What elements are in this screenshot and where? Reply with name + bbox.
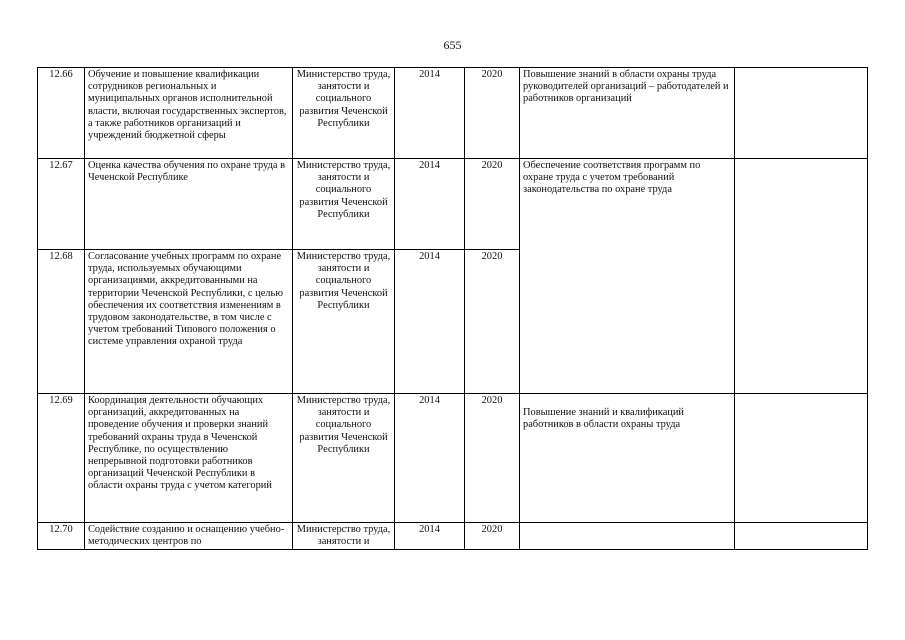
note-cell <box>735 394 868 523</box>
start-year: 2014 <box>395 250 465 394</box>
executor-cell: Министерство труда, занятости и социального развития Чеченской Республики <box>293 250 395 394</box>
page-number: 655 <box>443 38 462 52</box>
executor-cell: Министерство труда, занятости и <box>293 523 395 550</box>
plan-table <box>37 67 868 550</box>
start-year: 2014 <box>395 159 465 250</box>
measure-title: Обучение и повышение квалификации сотрудников региональных и муниципальных органов исполнительной власти, включая государственных экспертов, а также работников организаций и учреждений бюджетной сферы <box>85 68 293 159</box>
expected-result: Обеспечение соответствия программ по охране труда с учетом требований законодательства по охране труда <box>520 159 735 394</box>
executor-cell: Министерство труда, занятости и социального развития Чеченской Республики <box>293 394 395 523</box>
expected-result-text: Повышение знаний и квалификаций работников в области охраны труда <box>523 407 684 431</box>
note-cell <box>735 159 868 394</box>
table-row <box>38 394 868 523</box>
end-year: 2020 <box>465 159 520 250</box>
row-number: 12.70 <box>38 523 85 550</box>
expected-result: Повышение знаний в области охраны труда руководителей организаций – работодателей и работников организаций <box>520 68 735 159</box>
expected-result <box>520 394 735 523</box>
start-year: 2014 <box>395 68 465 159</box>
note-cell <box>735 68 868 159</box>
executor-cell: Министерство труда, занятости и социального развития Чеченской Республики <box>293 159 395 250</box>
measure-title: Содействие созданию и оснащению учебно-методических центров по <box>85 523 293 550</box>
note-cell <box>735 523 868 550</box>
start-year: 2014 <box>395 394 465 523</box>
row-number: 12.67 <box>38 159 85 250</box>
table-row <box>38 523 868 550</box>
table-row <box>38 68 868 159</box>
measure-title: Координация деятельности обучающих организаций, аккредитованных на проведение обучения и проверки знаний требований охраны труда в Чеченской Республике, по осуществлению непрерывной подготовки работников организаций Чеченской Республики в области охраны труда с учетом категорий <box>85 394 293 523</box>
measure-title: Согласование учебных программ по охране труда, используемых обучающими организациями, аккредитованными на территории Чеченской Республики, с целью обеспечения их соответствия изменениям в трудовом законодательстве, в том числе с учетом требований Типового положения о системе управления охраной труда <box>85 250 293 394</box>
start-year: 2014 <box>395 523 465 550</box>
end-year: 2020 <box>465 68 520 159</box>
measure-title: Оценка качества обучения по охране труда в Чеченской Республике <box>85 159 293 250</box>
end-year: 2020 <box>465 394 520 523</box>
row-number: 12.68 <box>38 250 85 394</box>
end-year: 2020 <box>465 250 520 394</box>
executor-cell: Министерство труда, занятости и социального развития Чеченской Республики <box>293 68 395 159</box>
row-number: 12.69 <box>38 394 85 523</box>
row-number: 12.66 <box>38 68 85 159</box>
end-year: 2020 <box>465 523 520 550</box>
expected-result <box>520 523 735 550</box>
table-row <box>38 159 868 250</box>
